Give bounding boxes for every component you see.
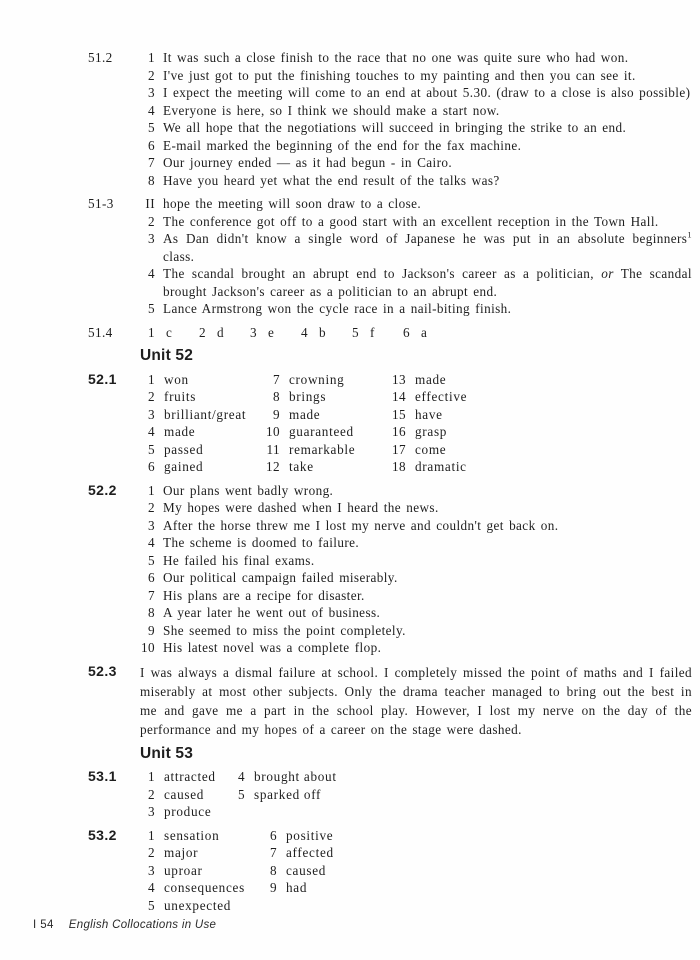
item-number: 9 [148,622,155,638]
item-text: She seemed to miss the point completely. [163,622,406,638]
answer-item [140,534,692,552]
item-text: A year later he went out of business. [163,605,381,620]
answers-grid [140,827,692,915]
item-number: 5 [148,897,155,913]
answer-item [265,406,391,424]
answer-item [265,458,391,476]
item-text: affected [286,845,334,860]
item-number: 8 [270,862,277,878]
item-number: 4 [148,535,155,550]
grid-column [140,827,262,915]
item-text: won [164,371,189,387]
answer-item [140,102,692,120]
italic-or: or [601,266,614,281]
item-text: brings [289,389,327,404]
item-number: 16 [392,424,406,439]
grid-column [391,371,692,476]
answer-item [140,441,265,459]
pair-number: 4 [301,324,308,340]
grid-column [140,768,230,821]
item-text: uproar [164,862,203,878]
item-number: 6 [148,137,155,153]
answer-item [140,119,692,137]
item-text: Our plans went badly wrong. [163,482,334,498]
item-text [163,265,692,300]
answer-item [140,195,692,213]
answer-list [140,49,692,189]
item-number: 5 [148,441,155,457]
item-text: positive [286,827,334,843]
answer-item [140,587,692,605]
answer-item [391,458,692,476]
pair-number: 3 [250,324,257,340]
answers-grid [140,768,692,821]
item-text: come [415,441,447,457]
match-pair [140,324,191,342]
item-text: crowning [289,371,345,387]
answer-item [391,406,692,424]
item-number: 2 [148,389,155,404]
item-text: made [289,406,321,422]
section-52-3 [88,663,692,739]
item-text-part: class. [163,248,195,264]
section-52-2 [88,482,692,657]
answers-grid [140,371,692,476]
pair-letter: e [268,324,275,340]
item-text: grasp [415,424,448,439]
answer-item [230,786,692,804]
section-label: 51-3 [88,196,114,211]
answer-item [140,406,265,424]
section-53-1 [88,768,692,821]
book-title: English Collocations in Use [68,919,217,931]
answer-item [391,423,692,441]
item-text: It was such a close finish to the race that no one was quite sure who had won. [163,50,629,65]
grid-column [140,371,265,476]
matching-answers [140,324,692,342]
answer-item [391,441,692,459]
answer-item [140,265,692,300]
answer-item [262,862,692,880]
item-number: II [145,196,155,211]
answer-item [140,844,262,862]
item-number: 7 [273,371,280,387]
section-label: 52.2 [88,481,117,498]
item-text: After the horse threw me I lost my nerve and couldn't get back on. [163,517,559,533]
item-number: 13 [392,371,406,387]
item-number: 2 [148,845,155,860]
answer-item [140,786,230,804]
item-number: 8 [148,605,155,620]
superscript-mark: 1 [687,229,692,240]
item-text: I expect the meeting will come to an end at about 5.30. (draw to a close is also possible) [163,85,691,100]
answer-list [140,195,692,318]
item-text-part: The scandal brought an abrupt end to Jackson's career as a politician, [163,266,602,281]
item-number: 11 [266,441,280,457]
item-text: hope the meeting will soon draw to a close. [163,196,422,211]
section-label: 52.1 [88,370,117,387]
item-text: had [286,880,308,895]
answer-item [265,441,391,459]
answer-item [391,388,692,406]
item-text: Our journey ended — as it had begun - in Cairo. [163,155,453,170]
item-text-part: As Dan didn't know a single word of Japanese he was put in an absolute beginners [163,231,688,246]
unit-53-heading: Unit 53 [140,744,194,762]
item-number: 14 [392,389,406,404]
item-number: 5 [148,301,155,316]
answer-item [391,371,692,389]
item-text: The conference got off to a good start with an excellent reception in the Town Hall. [163,213,659,229]
answer-item [140,862,262,880]
item-text: His plans are a recipe for disaster. [163,587,365,603]
item-text: made [164,424,196,439]
item-text: E-mail marked the beginning of the end for the fax machine. [163,137,522,153]
item-number: 17 [392,441,406,457]
pair-letter: b [319,324,326,340]
item-text: I've just got to put the finishing touches to my painting and then you can see it. [163,67,636,83]
answer-list [140,482,692,657]
item-number: 7 [270,845,277,860]
item-text: sparked off [254,786,322,802]
item-number: 6 [148,570,155,585]
answer-item [265,423,391,441]
answer-item [140,213,692,231]
answer-key-content [88,49,692,920]
unit-52-heading: Unit 52 [140,347,194,364]
item-number: 1 [148,50,155,65]
item-number: 10 [266,424,280,439]
answer-item [140,768,230,786]
section-52-1 [88,371,692,476]
answer-item [140,423,265,441]
item-number: 2 [148,67,155,83]
item-text: His latest novel was a complete flop. [163,640,382,655]
section-51-3 [88,195,692,318]
answer-item [140,67,692,85]
item-number: 10 [141,640,155,655]
answer-item [140,458,265,476]
item-text: guaranteed [289,424,354,439]
item-number: 1 [148,482,155,498]
item-text: remarkable [289,441,356,457]
section-label: 53.2 [88,826,117,843]
item-number: 4 [148,102,155,118]
section-label: 51.4 [88,324,113,340]
item-text: have [415,406,443,422]
item-text: take [289,459,314,474]
answer-item [140,499,692,517]
grid-column [262,827,692,915]
answer-item [140,517,692,535]
pair-number: 2 [199,324,206,340]
answer-item [140,49,692,67]
match-pair [191,324,242,342]
answer-item [140,879,262,897]
match-pair [344,324,395,342]
answer-item [140,622,692,640]
item-text: Everyone is here, so I think we should make a start now. [163,102,500,118]
answer-item [265,388,391,406]
section-label: 53.1 [88,768,117,784]
item-number: 18 [392,459,406,474]
item-number: 4 [148,266,155,281]
pair-number: 6 [403,324,410,340]
answer-item [140,552,692,570]
item-text: Have you heard yet what the end result of the talks was? [163,172,500,188]
item-text: major [164,845,199,860]
item-number: 1 [148,827,155,843]
item-number: 3 [148,85,155,100]
item-number: 5 [238,786,245,802]
match-pair [293,324,344,342]
item-text: Lance Armstrong won the cycle race in a nail-biting finish. [163,301,512,316]
item-text: dramatic [415,459,467,474]
answer-item [140,137,692,155]
pair-number: 1 [148,324,155,340]
item-number: 9 [273,406,280,422]
answer-item [265,371,391,389]
item-number: 9 [270,880,277,895]
item-number: 3 [148,517,155,533]
item-number: 3 [148,406,155,422]
grid-column [265,371,391,476]
item-text: caused [164,786,205,802]
item-number: 12 [266,459,280,474]
page-footer [33,917,216,935]
match-pair [242,324,293,342]
item-text: produce [164,804,212,819]
item-number: 6 [148,459,155,474]
item-number: 2 [148,500,155,515]
item-number: 1 [148,769,155,784]
item-text: We all hope that the negotiations will succeed in bringing the strike to an end. [163,120,627,135]
page-number: I 54 [33,919,54,931]
item-number: 3 [148,862,155,878]
item-number: 1 [148,371,155,387]
item-number: 8 [148,172,155,188]
item-number: 5 [148,120,155,135]
section-51-2 [88,49,692,189]
item-number: 3 [148,804,155,819]
item-text-part: The scandal brought Jackson's career as a politician to an abrupt end. [163,266,692,299]
item-text: Our political campaign failed miserably. [163,570,398,585]
item-number: 7 [148,155,155,170]
item-text: unexpected [164,897,232,913]
answer-item [140,897,262,915]
item-number: 2 [148,786,155,802]
pair-letter: c [166,324,173,340]
section-53-2 [88,827,692,915]
section-label: 51.2 [88,50,113,65]
answer-item [140,604,692,622]
item-number: 15 [392,406,406,422]
answer-item [140,371,265,389]
item-text: He failed his final exams. [163,552,315,568]
item-text: My hopes were dashed when I heard the news. [163,500,439,515]
item-number: 4 [238,769,245,784]
answer-item [140,300,692,318]
item-text [163,230,692,265]
answer-item [140,482,692,500]
pair-number: 5 [352,324,359,340]
item-number: 5 [148,552,155,568]
item-text: fruits [164,389,197,404]
item-text: brought about [254,769,337,784]
item-text: caused [286,862,327,878]
pair-letter: a [421,324,428,340]
answer-item [140,827,262,845]
answer-item [140,388,265,406]
answer-item [140,230,692,265]
item-number: 8 [273,389,280,404]
item-text: passed [164,441,204,457]
answer-item [140,639,692,657]
answer-item [230,768,692,786]
item-text: effective [415,389,468,404]
item-text: attracted [164,769,216,784]
pair-letter: f [370,324,375,340]
answer-item [140,569,692,587]
item-text: made [415,371,447,387]
item-text: consequences [164,880,245,895]
item-text: sensation [164,827,220,843]
section-51-4 [88,324,692,342]
item-number: 6 [270,827,277,843]
pair-letter: d [217,324,224,340]
item-number: 4 [148,424,155,439]
section-label: 52.3 [88,662,117,679]
answer-item [140,172,692,190]
item-number: 3 [148,231,155,246]
item-text: brilliant/great [164,406,247,422]
grid-column [230,768,692,821]
answer-item [140,803,230,821]
item-number: 4 [148,880,155,895]
answer-item [140,84,692,102]
item-number: 7 [148,587,155,603]
answer-paragraph: I was always a dismal failure at school. I completely missed the point of maths and I failed miserably at most other subjects. Only the drama teacher managed to bring out the best in me and gave me a part in the school play. However, I lost my nerve on the day of the performance and my hopes of a career on the stage were dashed. [140,664,692,737]
item-number: 2 [148,213,155,229]
answer-item [262,827,692,845]
match-pair [395,324,446,342]
answer-item [262,879,692,897]
answer-item [140,154,692,172]
item-text: gained [164,459,204,474]
item-text: The scheme is doomed to failure. [163,535,360,550]
answer-item [262,844,692,862]
